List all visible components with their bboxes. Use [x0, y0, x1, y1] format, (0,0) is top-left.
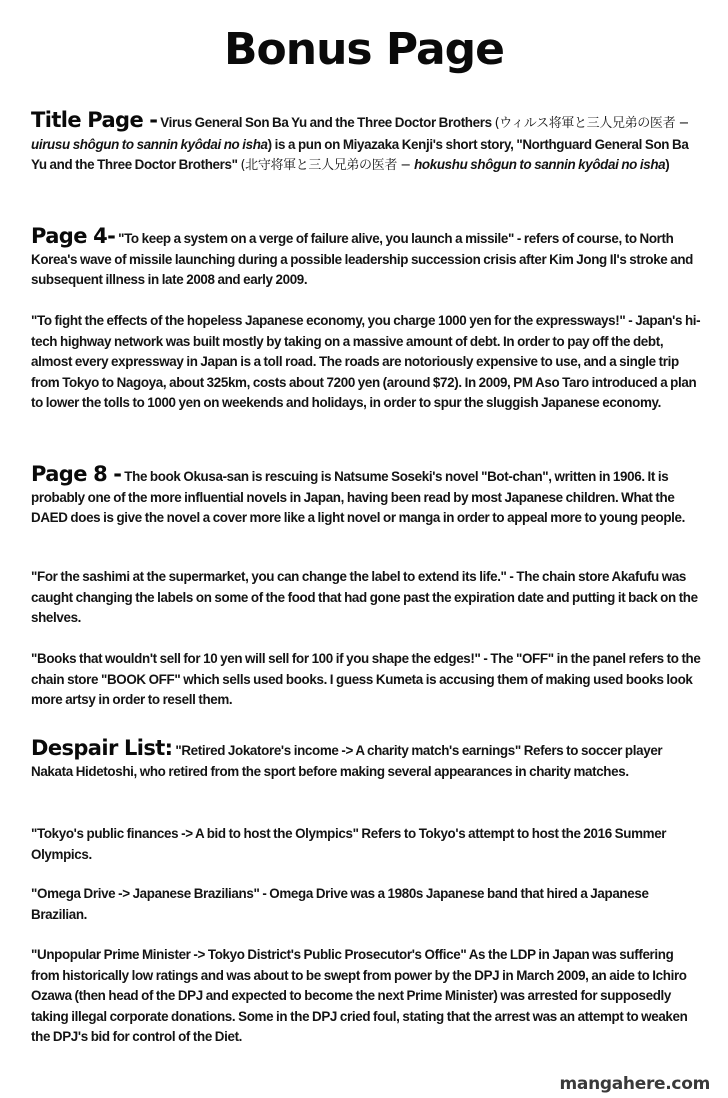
- despair-list-paragraph-3: "Omega Drive -> Japanese Brazilians" - Omega Drive was a 1980s Japanese band that hired a Japanese Brazilian.: [31, 886, 649, 922]
- despair-list-paragraph-2: "Tokyo's public finances -> A bid to host the Olympics" Refers to Tokyo's attempt to host the 2016 Summer Olympics.: [31, 826, 667, 862]
- section-heading-title-page: Title Page -: [31, 108, 158, 132]
- title-page-romaji-1: uirusu shôgun to sannin kyôdai no isha: [31, 136, 268, 152]
- title-page-japanese-1: (ウィルス将軍と三人兄弟の医者 −: [494, 116, 690, 131]
- title-page-text-2: ) is a pun on Miyazaka Kenji's short story, "Northguard General Son Ba Yu and the Three Doctor Brothers": [31, 136, 689, 173]
- page-8-paragraph-3: "Books that wouldn't sell for 10 yen will sell for 100 if you shape the edges!" - The "OFF" in the panel refers to the chain store "BOOK OFF" which sells used books. I guess Kumeta is accusing them of making used books look more artsy in order to resell them.: [31, 651, 701, 708]
- page-title: Bonus Page: [223, 24, 505, 75]
- section-page-8: [31, 464, 701, 529]
- section-despair-list: [31, 738, 701, 782]
- page-4-paragraph-2: "To fight the effects of the hopeless Japanese economy, you charge 1000 yen for the expressways!" - Japan's hi-tech highway network was built mostly by taking on a massive amount of debt. In order to pay off the debt, almost every expressway in Japan is a toll road. The roads are notoriously expensive to use, and a single trip from Tokyo to Nagoya, about 325km, costs about 7200 yen (around $72). In 2009, PM Aso Taro introduced a plan to lower the tolls to 1000 yen on weekends and holidays, in order to spur the sluggish Japanese economy.: [31, 313, 701, 411]
- section-heading-despair-list: Despair List:: [31, 736, 173, 760]
- title-page-text: Virus General Son Ba Yu and the Three Doctor Brothers: [157, 115, 495, 130]
- despair-list-paragraph-4: "Unpopular Prime Minister -> Tokyo District's Public Prosecutor's Office" As the LDP in Japan was suffering from historically low ratings and was about to be swept from power by the DPJ in March 2009, an aide to Ichiro Ozawa (then head of the DPJ and expected to become the next Prime Minister) was arrested for supposedly taking illegal corporate donations. Some in the DPJ cried foul, stating that the arrest was an attempt to weaken the DPJ's bid for control of the Diet.: [31, 947, 688, 1045]
- despair-list-text: "Retired Jokatore's income -> A charity match's earnings" Refers to soccer player Nakata Hidetoshi, who retired from the sport before making several appearances in charity matches.: [31, 743, 663, 779]
- title-page-text-3: ): [665, 157, 670, 173]
- title-page-romaji-2: hokushu shôgun to sannin kyôdai no isha: [414, 157, 666, 173]
- page-8-text: The book Okusa-san is rescuing is Natsume Soseki's novel "Bot-chan", written in 1906. It is probably one of the more influential novels in Japan, having been read by most Japanese children. What the DAED does is give the novel a cover more like a light novel or manga in order to appeal more to young people.: [31, 469, 686, 526]
- section-page-4: [31, 226, 701, 291]
- section-title-page: [31, 110, 701, 177]
- page-8-paragraph-2: "For the sashimi at the supermarket, you can change the label to extend its life." - The chain store Akafufu was caught changing the labels on some of the food that had gone past the expiration date and putting it back on the shelves.: [31, 569, 698, 626]
- section-heading-page-8: Page 8 -: [31, 462, 122, 486]
- title-page-japanese-2: (北守将軍と三人兄弟の医者 −: [240, 158, 415, 174]
- watermark: mangahere.com: [559, 1074, 710, 1094]
- section-heading-page-4: Page 4-: [31, 224, 116, 248]
- page-4-text: "To keep a system on a verge of failure alive, you launch a missile" - refers of course, to North Korea's wave of missile launching during a possible leadership succession crisis after Kim Jong Il's stroke and subsequent illness in late 2008 and early 2009.: [31, 231, 694, 288]
